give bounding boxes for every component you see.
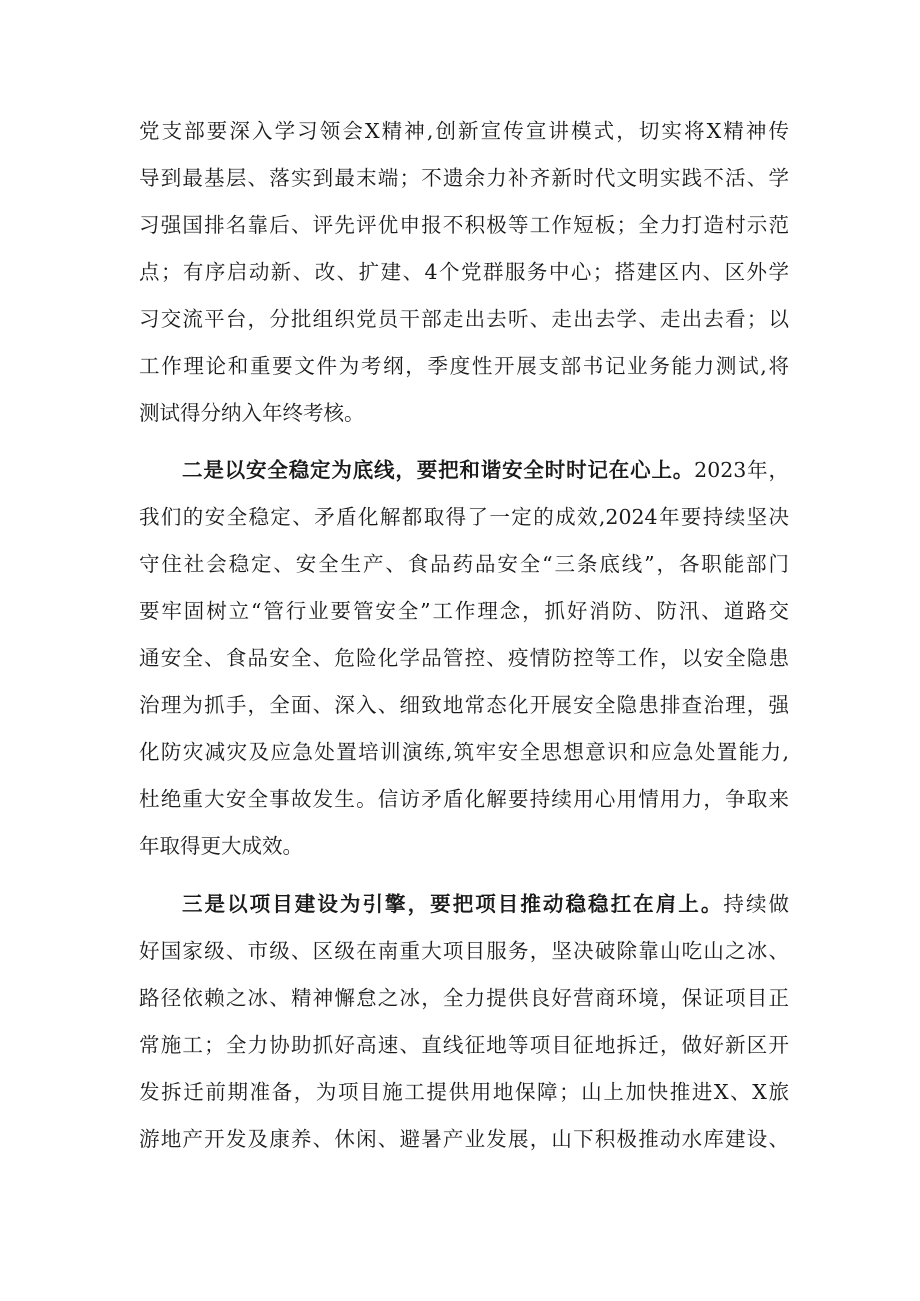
paragraph-2-line-5: 通安全、食品安全、危险化学品管控、疫情防控等工作，以安全隐患 — [139, 646, 789, 670]
paragraph-1-line-1: 党支部要深入学习领会X精神,创新宣传宣讲模式，切实将X精神传 — [139, 119, 789, 143]
paragraph-3-line-2: 好国家级、市级、区级在南重大项目服务，坚决破除靠山吃山之冰、 — [139, 939, 789, 963]
paragraph-2-line-4: 要牢固树立“管行业要管安全”工作理念，抓好消防、防汛、道路交 — [139, 599, 789, 623]
paragraph-2-line-3: 守住社会稳定、安全生产、食品药品安全“三条底线”，各职能部门 — [139, 552, 789, 576]
paragraph-3-line-6: 游地产开发及康养、休闲、避暑产业发展，山下积极推动水库建设、 — [139, 1127, 789, 1151]
paragraph-3-first-line — [182, 884, 789, 924]
paragraph-1-line-3: 习强国排名靠后、评先评优申报不积极等工作短板；全力打造村示范 — [139, 213, 789, 237]
paragraph-3-line-3: 路径依赖之冰、精神懈怠之冰，全力提供良好营商环境，保证项目正 — [139, 986, 789, 1010]
paragraph-2-line-8: 杜绝重大安全事故发生。信访矛盾化解要持续用心用情用力，争取来 — [139, 787, 789, 811]
paragraph-3-line-5: 发拆迁前期准备，为项目施工提供用地保障；山上加快推进X、X旅 — [139, 1080, 789, 1104]
paragraph-1-line-5: 习交流平台，分批组织党员干部走出去听、走出去学、走出去看；以 — [139, 307, 789, 331]
paragraph-2-first-line-rest: 2023年， — [694, 458, 790, 482]
paragraph-1-line-2: 导到最基层、落实到最末端；不遗余力补齐新时代文明实践不活、学 — [139, 166, 789, 190]
paragraph-1-line-7: 测试得分纳入年终考核。 — [139, 401, 365, 425]
paragraph-3-heading: 三是以项目建设为引擎，要把项目推动稳稳扛在肩上。 — [182, 892, 724, 916]
paragraph-2-line-6: 治理为抓手，全面、深入、细致地常态化开展安全隐患排查治理，强 — [139, 693, 789, 717]
paragraph-2-line-9: 年取得更大成效。 — [139, 834, 303, 858]
paragraph-2-first-line — [182, 450, 789, 490]
paragraph-2-line-7: 化防灾减灾及应急处置培训演练,筑牢安全思想意识和应急处置能力, — [139, 740, 789, 764]
paragraph-2-heading: 二是以安全稳定为底线，要把和谐安全时时记在心上。 — [182, 458, 695, 482]
paragraph-1-line-6: 工作理论和重要文件为考纲，季度性开展支部书记业务能力测试,将 — [139, 354, 789, 378]
paragraph-3-line-4: 常施工；全力协助抓好高速、直线征地等项目征地拆迁，做好新区开 — [139, 1033, 789, 1057]
paragraph-2-line-2: 我们的安全稳定、矛盾化解都取得了一定的成效,2024年要持续坚决 — [139, 505, 789, 529]
paragraph-3-first-line-rest: 持续做 — [723, 892, 790, 916]
paragraph-1-line-4: 点；有序启动新、改、扩建、4个党群服务中心；搭建区内、区外学 — [139, 260, 789, 284]
